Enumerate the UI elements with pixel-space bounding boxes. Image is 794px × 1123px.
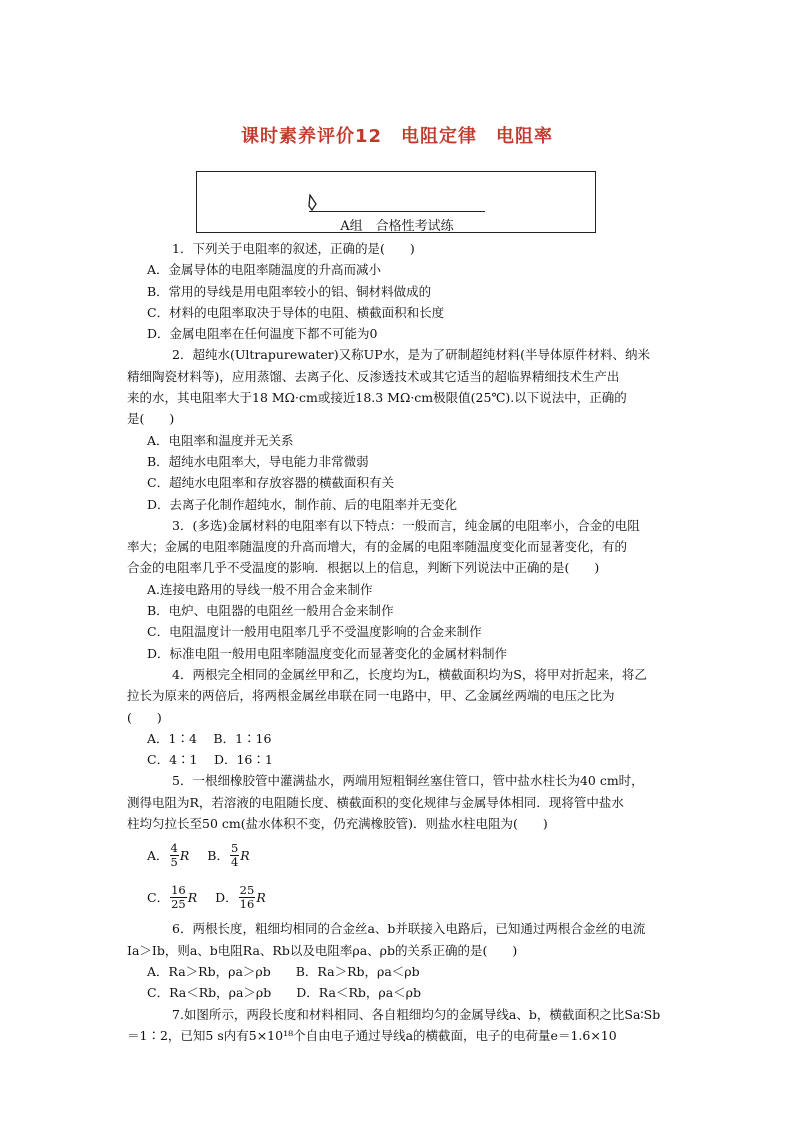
- banner-rule: [309, 211, 485, 212]
- q5-option-b-prefix: B．: [207, 847, 229, 863]
- q5-option-b-numerator: 5: [230, 840, 239, 855]
- q1-option-c: C．材料的电阻率取决于导体的电阻、横截面积和长度: [147, 304, 445, 320]
- q3-option-a: A.连接电路用的导线一般不用合金来制作: [147, 581, 373, 597]
- q5-option-a-numerator: 4: [170, 840, 178, 855]
- q1-option-d: D．金属电阻率在任何温度下都不可能为0: [147, 326, 378, 342]
- q2-stem-line: 是( ): [127, 411, 175, 427]
- q5-option-c-var: R: [187, 889, 198, 905]
- q4-stem-line: 4．两根完全相同的金属丝甲和乙，长度均为L，横截面积均为S，将甲对折起来，将乙: [172, 666, 647, 682]
- q4-stem-line: ( ): [127, 709, 162, 725]
- q3-option-b: B．电炉、电阻器的电阻丝一般用合金来制作: [147, 603, 394, 619]
- q5-option-d-prefix: D．: [215, 889, 238, 905]
- q4-options-cd: C．4∶1 D．16∶1: [147, 752, 273, 768]
- q3-stem-line: 率大；金属的电阻率随温度的升高而增大，有的金属的电阻率随温度变化而显著变化，有的: [127, 539, 628, 555]
- q5-option-d-denominator: 16: [239, 896, 255, 911]
- q3-option-d: D．标准电阻一般用电阻率随温度变化而显著变化的金属材料制作: [147, 645, 508, 661]
- q5-option-c-fraction: [170, 884, 187, 911]
- group-banner: [196, 171, 596, 233]
- q3-stem-line: 合金的电阻率几乎不受温度的影响．根据以上的信息，判断下列说法中正确的是( ): [127, 560, 600, 576]
- q3-option-c: C．电阻温度计一般用电阻率几乎不受温度影响的合金来制作: [147, 624, 482, 640]
- q2-option-d: D．去离子化制作超纯水，制作前、后的电阻率并无变化: [147, 496, 458, 512]
- q2-stem-line: 精细陶瓷材料等)，应用蒸馏、去离子化、反渗透技术或其它适当的超临界精细技术生产出: [127, 368, 620, 384]
- q5-option-b-denominator: 4: [230, 854, 239, 869]
- q5-option-b-fraction: [230, 842, 239, 869]
- q2-option-c: C．超纯水电阻率和存放容器的横截面积有关: [147, 475, 395, 491]
- q5-option-a-var: R: [179, 847, 190, 863]
- group-label: A组 合格性考试练: [340, 219, 454, 234]
- q2-stem-line: 来的水，其电阻率大于18 MΩ·cm或接近18.3 MΩ·cm极限值(25℃).以下说法中，正确的: [127, 390, 627, 406]
- q2-option-a: A．电阻率和温度并无关系: [147, 432, 294, 448]
- q4-stem-line: 拉长为原来的两倍后，将两根金属丝串联在同一电路中，甲、乙金属丝两端的电压之比为: [127, 688, 615, 704]
- q3-stem-line: 3．(多选)金属材料的电阻率有以下特点：一般而言，纯金属的电阻率小，合金的电阻: [172, 517, 640, 533]
- q5-option-b-var: R: [240, 847, 250, 863]
- q6-options-ab: A．Ra＞Rb，ρa＞ρb B．Ra＞Rb，ρa＜ρb: [147, 963, 420, 979]
- q2-stem-line: 2．超纯水(Ultrapurewater)又称UP水，是为了研制超纯材料(半导体原件材料、纳米: [172, 347, 650, 363]
- q6-options-cd: C．Ra＜Rb，ρa＞ρb D．Ra＜Rb，ρa＜ρb: [147, 985, 422, 1001]
- q5-option-c-numerator: 16: [171, 882, 186, 897]
- q2-option-b: B．超纯水电阻率大，导电能力非常微弱: [147, 453, 369, 469]
- q5-stem-line: 测得电阻为R，若溶液的电阻随长度、横截面积的变化规律与金属导体相同．现将管中盐水: [127, 794, 624, 810]
- q1-stem: 1．下列关于电阻率的叙述，正确的是( ): [172, 241, 415, 256]
- q7-stem-line: 7.如图所示，两段长度和材料相同、各自粗细均匀的金属导线a、b，横截面积之比Sa∶Sb: [172, 1006, 661, 1022]
- q5-options-ab: [147, 834, 677, 876]
- q1-option-b: B．常用的导线是用电阻率较小的铝、铜材料做成的: [147, 283, 432, 299]
- q5-option-a-prefix: A．: [147, 847, 169, 863]
- pencil-icon: [307, 194, 321, 212]
- q5-options-cd: [147, 876, 677, 918]
- q5-option-c-denominator: 25: [171, 896, 186, 911]
- page-title: 课时素养评价12 电阻定律 电阻率: [240, 126, 554, 147]
- q5-option-a-denominator: 5: [170, 854, 178, 869]
- q4-options-ab: A．1∶4 B．1∶16: [147, 730, 272, 746]
- q5-option-a-fraction: [170, 842, 179, 869]
- q5-option-c-prefix: C．: [147, 889, 170, 905]
- q5-stem-line: 5．一根细橡胶管中灌满盐水，两端用短粗铜丝塞住管口，管中盐水柱长为40 cm时，: [172, 773, 644, 789]
- q5-option-d-fraction: [239, 884, 256, 911]
- q1-option-a: A．金属导体的电阻率随温度的升高而减小: [147, 262, 382, 278]
- q7-stem-line: ＝1∶2，已知5 s内有5×10¹⁸个自由电子通过导线a的横截面，电子的电荷量e＝1.6×10: [127, 1027, 617, 1043]
- q5-stem-line: 柱均匀拉长至50 cm(盐水体积不变，仍充满橡胶管)．则盐水柱电阻为( ): [127, 816, 548, 832]
- question-list: [127, 238, 677, 1046]
- q6-stem-line: Ia＞Ib，则a、b电阻Ra、Rb以及电阻率ρa、ρb的关系正确的是( ): [127, 942, 518, 958]
- q5-option-d-var: R: [256, 889, 266, 905]
- q5-option-d-numerator: 25: [239, 882, 255, 897]
- q6-stem-line: 6．两根长度，粗细均相同的合金丝a、b并联接入电路后，已知通过两根合金丝的电流: [172, 921, 646, 937]
